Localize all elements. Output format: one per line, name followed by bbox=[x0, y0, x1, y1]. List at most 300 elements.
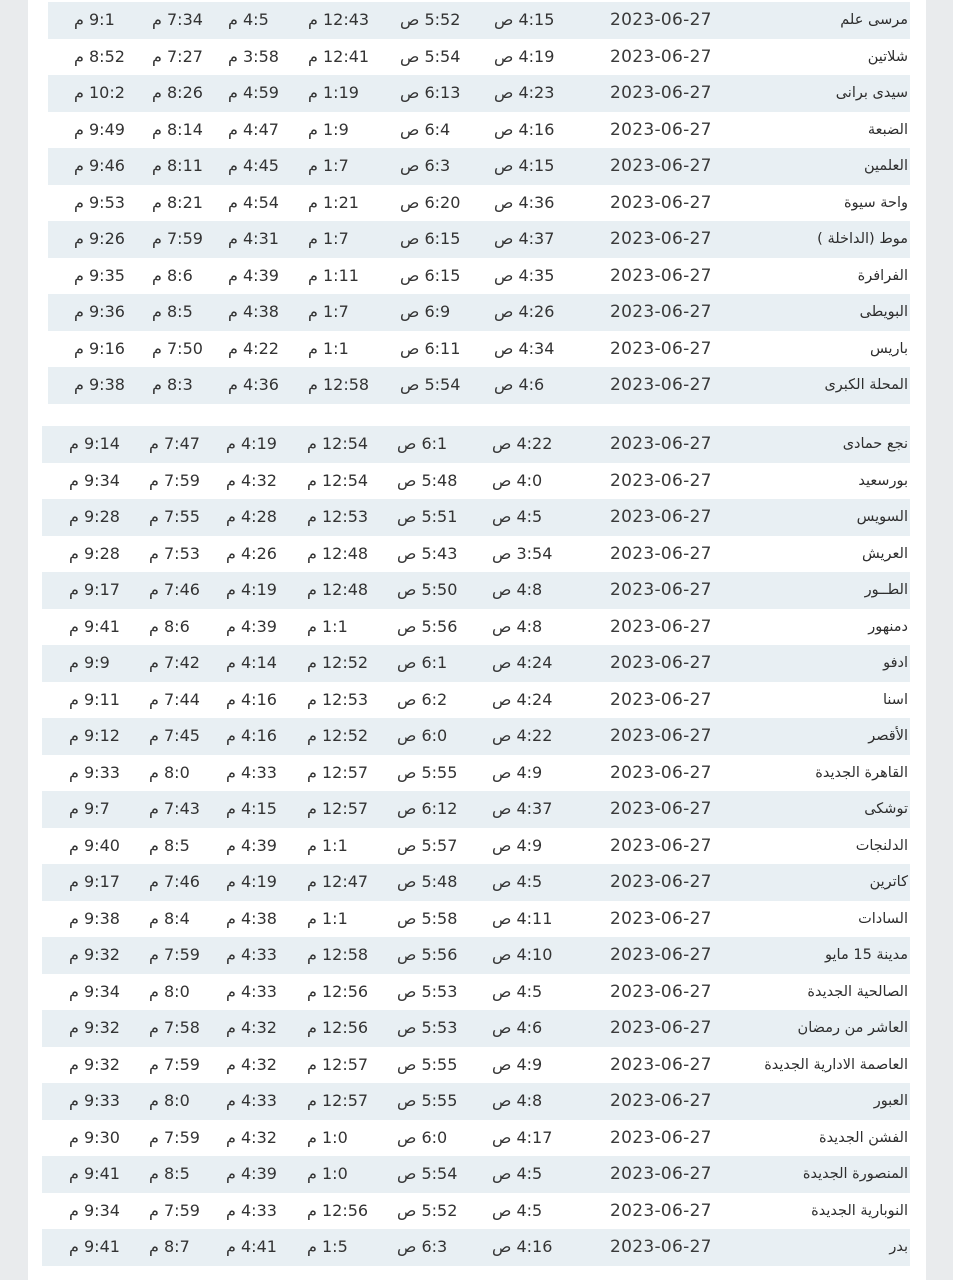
date-cell: 2023-06-27 bbox=[610, 507, 712, 527]
asr-time: 4:38 م bbox=[226, 908, 277, 928]
city-name: الطــور bbox=[864, 582, 908, 598]
asr-time: 3:58 م bbox=[228, 46, 279, 66]
table-row bbox=[42, 901, 910, 938]
isha-time: 9:34 م bbox=[69, 1200, 120, 1220]
date-cell: 2023-06-27 bbox=[610, 338, 712, 359]
sunrise-time: 5:52 ص bbox=[400, 10, 461, 29]
isha-time: 9:53 م bbox=[74, 192, 125, 212]
isha-time: 9:32 م bbox=[69, 1018, 120, 1037]
city-name: واحة سيوة bbox=[844, 194, 908, 211]
city-name: الأقصر bbox=[868, 728, 908, 744]
sunrise-time: 5:48 ص bbox=[397, 872, 458, 891]
isha-time: 9:40 م bbox=[69, 835, 120, 855]
sunrise-time: 6:2 ص bbox=[397, 689, 448, 709]
table-row bbox=[42, 1010, 910, 1047]
asr-time: 4:59 م bbox=[228, 83, 279, 102]
city-name: اسنا bbox=[883, 691, 908, 708]
fajr-time: 4:10 ص bbox=[492, 945, 553, 964]
date-cell: 2023-06-27 bbox=[610, 1200, 712, 1221]
sunrise-time: 6:9 ص bbox=[400, 302, 451, 321]
dhuhr-time: 1:1 م bbox=[307, 835, 348, 855]
city-name: النوبارية الجديدة bbox=[811, 1202, 908, 1219]
isha-time: 9:49 م bbox=[74, 119, 125, 139]
table-row bbox=[42, 791, 910, 828]
sunrise-time: 5:53 ص bbox=[397, 1018, 458, 1037]
maghrib-time: 8:0 م bbox=[149, 1091, 190, 1110]
isha-time: 9:9 م bbox=[69, 653, 110, 672]
fajr-time: 4:37 ص bbox=[494, 229, 555, 248]
dhuhr-time: 1:0 م bbox=[307, 1164, 348, 1183]
isha-time: 9:41 م bbox=[69, 1164, 120, 1183]
city-name: العبور bbox=[873, 1093, 908, 1109]
fajr-time: 4:5 ص bbox=[492, 872, 543, 891]
table-row bbox=[48, 367, 910, 404]
asr-time: 4:14 م bbox=[226, 653, 277, 672]
isha-time: 9:28 م bbox=[69, 543, 120, 563]
city-name: القاهرة الجديدة bbox=[815, 764, 908, 781]
maghrib-time: 7:55 م bbox=[149, 507, 200, 526]
dhuhr-time: 1:1 م bbox=[308, 338, 349, 358]
asr-time: 4:45 م bbox=[228, 156, 279, 175]
date-cell: 2023-06-27 bbox=[610, 908, 712, 929]
asr-time: 4:32 م bbox=[226, 1018, 277, 1037]
fajr-time: 4:24 ص bbox=[492, 653, 553, 672]
sunrise-time: 5:48 ص bbox=[397, 470, 458, 490]
asr-time: 4:32 م bbox=[226, 1127, 277, 1147]
city-name: بدر bbox=[889, 1239, 908, 1255]
dhuhr-time: 12:52 م bbox=[307, 653, 369, 672]
maghrib-time: 8:6 م bbox=[152, 265, 193, 285]
city-name: الفشن الجديدة bbox=[818, 1129, 908, 1146]
isha-time: 9:17 م bbox=[69, 580, 120, 599]
fajr-time: 4:5 ص bbox=[492, 1200, 543, 1220]
city-name: كاترين bbox=[869, 874, 908, 890]
dhuhr-time: 12:53 م bbox=[307, 689, 369, 709]
city-name: السادات bbox=[858, 910, 908, 927]
date-cell: 2023-06-27 bbox=[610, 1127, 712, 1148]
city-name: المحلة الكبرى bbox=[824, 377, 908, 393]
fajr-time: 4:9 ص bbox=[492, 835, 543, 855]
isha-time: 9:33 م bbox=[69, 1091, 120, 1110]
fajr-time: 3:54 ص bbox=[492, 543, 553, 563]
isha-time: 9:30 م bbox=[69, 1127, 120, 1147]
dhuhr-time: 12:52 م bbox=[307, 726, 369, 745]
dhuhr-time: 12:53 م bbox=[307, 507, 369, 526]
asr-time: 4:19 م bbox=[226, 872, 277, 891]
dhuhr-time: 1:19 م bbox=[308, 83, 359, 102]
asr-time: 4:16 م bbox=[226, 689, 277, 709]
city-name: دمنهور bbox=[868, 618, 908, 635]
prayer-times-table-2 bbox=[42, 426, 910, 1266]
table-row bbox=[48, 75, 910, 112]
maghrib-time: 7:59 م bbox=[149, 945, 200, 964]
sunrise-time: 6:3 ص bbox=[397, 1237, 448, 1256]
sunrise-time: 5:54 ص bbox=[400, 46, 461, 66]
date-cell: 2023-06-27 bbox=[610, 872, 712, 892]
asr-time: 4:39 م bbox=[226, 616, 277, 636]
dhuhr-time: 12:56 م bbox=[307, 1018, 369, 1037]
fajr-time: 4:15 ص bbox=[494, 156, 555, 175]
sunrise-time: 5:50 ص bbox=[397, 580, 458, 599]
table-row bbox=[42, 609, 910, 646]
prayer-times-table-1 bbox=[48, 2, 910, 404]
table-row bbox=[42, 1193, 910, 1230]
asr-time: 4:47 م bbox=[228, 119, 279, 139]
asr-time: 4:19 م bbox=[226, 580, 277, 599]
sunrise-time: 5:57 ص bbox=[397, 835, 458, 855]
city-name: العريش bbox=[862, 545, 908, 562]
asr-time: 4:39 م bbox=[228, 265, 279, 285]
city-name: الصالحية الجديدة bbox=[807, 983, 908, 1000]
fajr-time: 4:19 ص bbox=[494, 46, 555, 66]
dhuhr-time: 1:7 م bbox=[308, 302, 349, 321]
sunrise-time: 6:3 ص bbox=[400, 156, 451, 175]
table-row bbox=[42, 682, 910, 719]
city-name: العاصمة الادارية الجديدة bbox=[764, 1056, 908, 1073]
asr-time: 4:22 م bbox=[228, 338, 279, 358]
asr-time: 4:39 م bbox=[226, 1164, 277, 1183]
table-row bbox=[42, 828, 910, 865]
fajr-time: 4:9 ص bbox=[492, 762, 543, 782]
sunrise-time: 6:15 ص bbox=[400, 265, 461, 285]
table-row bbox=[42, 1156, 910, 1193]
isha-time: 9:26 م bbox=[74, 229, 125, 248]
dhuhr-time: 12:56 م bbox=[307, 1200, 369, 1220]
city-name: شلاتين bbox=[867, 48, 908, 65]
date-cell: 2023-06-27 bbox=[610, 1091, 712, 1111]
maghrib-time: 7:59 م bbox=[149, 1054, 200, 1074]
table-row bbox=[42, 645, 910, 682]
isha-time: 9:35 م bbox=[74, 265, 125, 285]
table-row bbox=[42, 572, 910, 609]
dhuhr-time: 12:57 م bbox=[307, 1054, 369, 1074]
maghrib-time: 7:42 م bbox=[149, 653, 200, 672]
city-name: الضبعة bbox=[867, 121, 908, 138]
date-cell: 2023-06-27 bbox=[610, 83, 712, 103]
date-cell: 2023-06-27 bbox=[610, 302, 712, 322]
city-name: الفرافرة bbox=[857, 267, 908, 284]
asr-time: 4:15 م bbox=[226, 799, 277, 818]
fajr-time: 4:26 ص bbox=[494, 302, 555, 321]
maghrib-time: 8:5 م bbox=[149, 1164, 190, 1183]
isha-time: 9:16 م bbox=[74, 338, 125, 358]
maghrib-time: 8:3 م bbox=[152, 375, 193, 394]
maghrib-time: 8:5 م bbox=[152, 302, 193, 321]
table-row bbox=[42, 536, 910, 573]
asr-time: 4:5 م bbox=[228, 10, 269, 29]
table-row bbox=[42, 426, 910, 463]
city-name: مدينة 15 مايو bbox=[825, 947, 908, 963]
asr-time: 4:19 م bbox=[226, 434, 277, 453]
maghrib-time: 7:45 م bbox=[149, 726, 200, 745]
asr-time: 4:41 م bbox=[226, 1237, 277, 1256]
sunrise-time: 5:52 ص bbox=[397, 1200, 458, 1220]
city-name: العلمين bbox=[863, 158, 908, 174]
date-cell: 2023-06-27 bbox=[610, 265, 712, 286]
date-cell: 2023-06-27 bbox=[610, 762, 712, 783]
fajr-time: 4:22 ص bbox=[492, 434, 553, 453]
asr-time: 4:54 م bbox=[228, 192, 279, 212]
dhuhr-time: 12:57 م bbox=[307, 799, 369, 818]
asr-time: 4:33 م bbox=[226, 981, 277, 1001]
sunrise-time: 6:12 ص bbox=[397, 799, 458, 818]
sunrise-time: 5:56 ص bbox=[397, 945, 458, 964]
sunrise-time: 6:11 ص bbox=[400, 338, 461, 358]
asr-time: 4:33 م bbox=[226, 1091, 277, 1110]
date-cell: 2023-06-27 bbox=[610, 1018, 712, 1038]
fajr-time: 4:6 ص bbox=[492, 1018, 543, 1037]
isha-time: 9:33 م bbox=[69, 762, 120, 782]
maghrib-time: 7:59 م bbox=[149, 470, 200, 490]
maghrib-time: 7:44 م bbox=[149, 689, 200, 709]
maghrib-time: 7:53 م bbox=[149, 543, 200, 563]
fajr-time: 4:6 ص bbox=[494, 375, 545, 394]
maghrib-time: 7:27 م bbox=[152, 46, 203, 66]
date-cell: 2023-06-27 bbox=[610, 119, 712, 140]
dhuhr-time: 12:47 م bbox=[307, 872, 369, 891]
dhuhr-time: 12:58 م bbox=[308, 375, 370, 394]
date-cell: 2023-06-27 bbox=[610, 653, 712, 673]
city-name: باريس bbox=[870, 340, 908, 357]
fajr-time: 4:36 ص bbox=[494, 192, 555, 212]
dhuhr-time: 1:7 م bbox=[308, 156, 349, 175]
table-row bbox=[42, 937, 910, 974]
city-name: مرسى علم bbox=[840, 12, 908, 28]
table-row bbox=[42, 1120, 910, 1157]
fajr-time: 4:8 ص bbox=[492, 616, 543, 636]
sunrise-time: 5:51 ص bbox=[397, 507, 458, 526]
date-cell: 2023-06-27 bbox=[610, 726, 712, 746]
fajr-time: 4:8 ص bbox=[492, 580, 543, 599]
date-cell: 2023-06-27 bbox=[610, 229, 712, 249]
sunrise-time: 5:55 ص bbox=[397, 1091, 458, 1110]
dhuhr-time: 12:56 م bbox=[307, 981, 369, 1001]
maghrib-time: 7:59 م bbox=[149, 1200, 200, 1220]
fajr-time: 4:22 ص bbox=[492, 726, 553, 745]
isha-time: 9:28 م bbox=[69, 507, 120, 526]
dhuhr-time: 12:48 م bbox=[307, 580, 369, 599]
sunrise-time: 6:20 ص bbox=[400, 192, 461, 212]
maghrib-time: 8:11 م bbox=[152, 156, 203, 175]
table-row bbox=[48, 112, 910, 149]
date-cell: 2023-06-27 bbox=[610, 835, 712, 856]
asr-time: 4:36 م bbox=[228, 375, 279, 394]
table-row bbox=[48, 258, 910, 295]
sunrise-time: 6:1 ص bbox=[397, 653, 448, 672]
maghrib-time: 8:6 م bbox=[149, 616, 190, 636]
fajr-time: 4:34 ص bbox=[494, 338, 555, 358]
maghrib-time: 8:4 م bbox=[149, 908, 190, 928]
isha-time: 9:36 م bbox=[74, 302, 125, 321]
fajr-time: 4:5 ص bbox=[492, 981, 543, 1001]
isha-time: 9:14 م bbox=[69, 434, 120, 453]
table-row bbox=[42, 463, 910, 500]
fajr-time: 4:5 ص bbox=[492, 507, 543, 526]
fajr-time: 4:24 ص bbox=[492, 689, 553, 709]
asr-time: 4:32 م bbox=[226, 470, 277, 490]
dhuhr-time: 12:58 م bbox=[307, 945, 369, 964]
date-cell: 2023-06-27 bbox=[610, 10, 712, 30]
dhuhr-time: 1:5 م bbox=[307, 1237, 348, 1256]
maghrib-time: 7:58 م bbox=[149, 1018, 200, 1037]
date-cell: 2023-06-27 bbox=[610, 543, 712, 564]
dhuhr-time: 12:57 م bbox=[307, 762, 369, 782]
asr-time: 4:28 م bbox=[226, 507, 277, 526]
maghrib-time: 8:0 م bbox=[149, 981, 190, 1001]
sunrise-time: 6:4 ص bbox=[400, 119, 451, 139]
asr-time: 4:33 م bbox=[226, 762, 277, 782]
date-cell: 2023-06-27 bbox=[610, 434, 712, 454]
isha-time: 9:1 م bbox=[74, 10, 115, 29]
dhuhr-time: 12:54 م bbox=[307, 470, 369, 490]
dhuhr-time: 12:54 م bbox=[307, 434, 369, 453]
maghrib-time: 7:46 م bbox=[149, 872, 200, 891]
table-row bbox=[48, 148, 910, 185]
sunrise-time: 5:54 ص bbox=[397, 1164, 458, 1183]
maghrib-time: 8:21 م bbox=[152, 192, 203, 212]
isha-time: 9:41 م bbox=[69, 616, 120, 636]
table-row bbox=[48, 39, 910, 76]
dhuhr-time: 12:48 م bbox=[307, 543, 369, 563]
table-row bbox=[48, 221, 910, 258]
city-name: نجع حمادى bbox=[842, 436, 908, 452]
table-row bbox=[48, 294, 910, 331]
sunrise-time: 5:58 ص bbox=[397, 908, 458, 928]
city-name: توشكى bbox=[864, 801, 908, 817]
asr-time: 4:39 م bbox=[226, 835, 277, 855]
isha-time: 9:12 م bbox=[69, 726, 120, 745]
maghrib-time: 7:46 م bbox=[149, 580, 200, 599]
maghrib-time: 8:26 م bbox=[152, 83, 203, 102]
isha-time: 9:34 م bbox=[69, 981, 120, 1001]
isha-time: 10:2 م bbox=[74, 83, 125, 102]
table-row bbox=[42, 1047, 910, 1084]
asr-time: 4:32 م bbox=[226, 1054, 277, 1074]
sunrise-time: 6:13 ص bbox=[400, 83, 461, 102]
maghrib-time: 8:7 م bbox=[149, 1237, 190, 1256]
dhuhr-time: 1:1 م bbox=[307, 908, 348, 928]
asr-time: 4:31 م bbox=[228, 229, 279, 248]
city-name: البويطى bbox=[859, 304, 908, 320]
isha-time: 9:41 م bbox=[69, 1237, 120, 1256]
sunrise-time: 6:15 ص bbox=[400, 229, 461, 248]
table-row bbox=[42, 755, 910, 792]
fajr-time: 4:11 ص bbox=[492, 908, 553, 928]
city-name: ادفو bbox=[883, 655, 908, 671]
maghrib-time: 8:0 م bbox=[149, 762, 190, 782]
isha-time: 9:11 م bbox=[69, 689, 120, 709]
asr-time: 4:33 م bbox=[226, 945, 277, 964]
city-name: الدلنجات bbox=[855, 837, 908, 854]
sunrise-time: 5:54 ص bbox=[400, 375, 461, 394]
sunrise-time: 6:0 ص bbox=[397, 1127, 448, 1147]
city-name: العاشر من رمضان bbox=[797, 1020, 908, 1036]
maghrib-time: 7:59 م bbox=[149, 1127, 200, 1147]
fajr-time: 4:37 ص bbox=[492, 799, 553, 818]
city-name: سيدى برانى bbox=[835, 85, 908, 101]
fajr-time: 4:35 ص bbox=[494, 265, 555, 285]
maghrib-time: 7:34 م bbox=[152, 10, 203, 29]
isha-time: 9:46 م bbox=[74, 156, 125, 175]
date-cell: 2023-06-27 bbox=[610, 616, 712, 637]
city-name: موط (الداخلة ) bbox=[817, 231, 908, 247]
fajr-time: 4:0 ص bbox=[492, 470, 543, 490]
date-cell: 2023-06-27 bbox=[610, 192, 712, 213]
maghrib-time: 8:5 م bbox=[149, 835, 190, 855]
asr-time: 4:26 م bbox=[226, 543, 277, 563]
fajr-time: 4:17 ص bbox=[492, 1127, 553, 1147]
maghrib-time: 8:14 م bbox=[152, 119, 203, 139]
table-row bbox=[42, 864, 910, 901]
isha-time: 8:52 م bbox=[74, 46, 125, 66]
isha-time: 9:32 م bbox=[69, 945, 120, 964]
fajr-time: 4:23 ص bbox=[494, 83, 555, 102]
sunrise-time: 5:55 ص bbox=[397, 1054, 458, 1074]
table-row bbox=[48, 185, 910, 222]
table-row bbox=[48, 331, 910, 368]
isha-time: 9:38 م bbox=[74, 375, 125, 394]
date-cell: 2023-06-27 bbox=[610, 470, 712, 491]
table-row bbox=[42, 974, 910, 1011]
dhuhr-time: 12:41 م bbox=[308, 46, 370, 66]
city-name: المنصورة الجديدة bbox=[802, 1166, 908, 1182]
sunrise-time: 5:43 ص bbox=[397, 543, 458, 563]
maghrib-time: 7:47 م bbox=[149, 434, 200, 453]
table-row bbox=[48, 2, 910, 39]
date-cell: 2023-06-27 bbox=[610, 1237, 712, 1257]
isha-time: 9:34 م bbox=[69, 470, 120, 490]
dhuhr-time: 1:9 م bbox=[308, 119, 349, 139]
date-cell: 2023-06-27 bbox=[610, 1054, 712, 1075]
date-cell: 2023-06-27 bbox=[610, 46, 712, 67]
dhuhr-time: 12:57 م bbox=[307, 1091, 369, 1110]
dhuhr-time: 12:43 م bbox=[308, 10, 370, 29]
city-name: السويس bbox=[856, 509, 908, 525]
date-cell: 2023-06-27 bbox=[610, 375, 712, 395]
dhuhr-time: 1:11 م bbox=[308, 265, 359, 285]
fajr-time: 4:15 ص bbox=[494, 10, 555, 29]
date-cell: 2023-06-27 bbox=[610, 689, 712, 710]
date-cell: 2023-06-27 bbox=[610, 981, 712, 1002]
date-cell: 2023-06-27 bbox=[610, 799, 712, 819]
fajr-time: 4:16 ص bbox=[492, 1237, 553, 1256]
sunrise-time: 5:56 ص bbox=[397, 616, 458, 636]
dhuhr-time: 1:1 م bbox=[307, 616, 348, 636]
asr-time: 4:33 م bbox=[226, 1200, 277, 1220]
date-cell: 2023-06-27 bbox=[610, 945, 712, 965]
sunrise-time: 5:55 ص bbox=[397, 762, 458, 782]
table-row bbox=[42, 718, 910, 755]
maghrib-time: 7:59 م bbox=[152, 229, 203, 248]
maghrib-time: 7:43 م bbox=[149, 799, 200, 818]
fajr-time: 4:5 ص bbox=[492, 1164, 543, 1183]
asr-time: 4:38 م bbox=[228, 302, 279, 321]
isha-time: 9:32 م bbox=[69, 1054, 120, 1074]
sunrise-time: 6:0 ص bbox=[397, 726, 448, 745]
dhuhr-time: 1:7 م bbox=[308, 229, 349, 248]
sunrise-time: 5:53 ص bbox=[397, 981, 458, 1001]
maghrib-time: 7:50 م bbox=[152, 338, 203, 358]
date-cell: 2023-06-27 bbox=[610, 580, 712, 600]
date-cell: 2023-06-27 bbox=[610, 1164, 712, 1184]
fajr-time: 4:8 ص bbox=[492, 1091, 543, 1110]
fajr-time: 4:9 ص bbox=[492, 1054, 543, 1074]
isha-time: 9:38 م bbox=[69, 908, 120, 928]
fajr-time: 4:16 ص bbox=[494, 119, 555, 139]
asr-time: 4:16 م bbox=[226, 726, 277, 745]
table-row bbox=[42, 1083, 910, 1120]
isha-time: 9:7 م bbox=[69, 799, 110, 818]
